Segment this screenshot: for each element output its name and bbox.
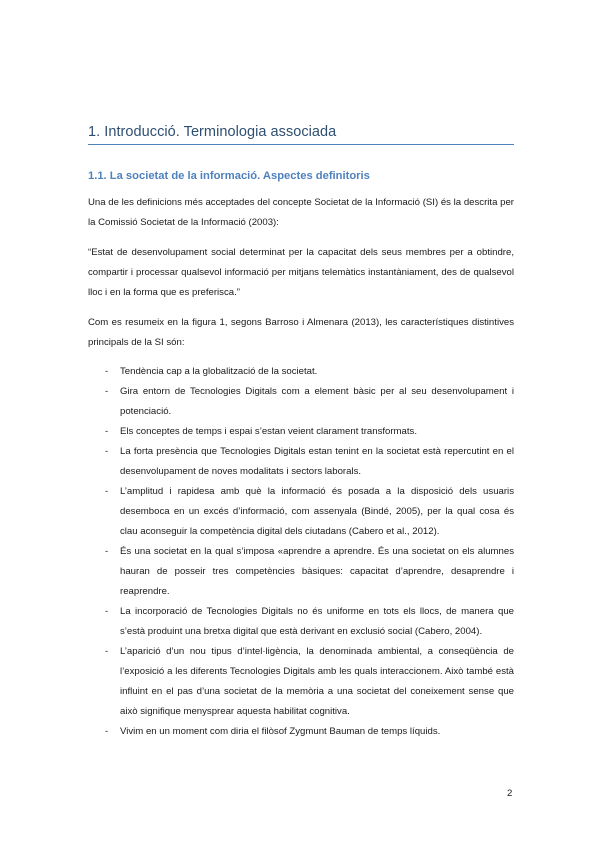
list-item-text: L’aparició d’un nou tipus d’intel·ligència, la denominada ambiental, a conseqüència de l’exposició a les diferents Tecnologies Digitals amb les quals interaccionem. Això també està influint en el pas d’una societat de la memòria a una societat del coneixement sense que això signifique menysprear aquesta habilitat cognitiva. (120, 646, 514, 717)
list-item (88, 542, 514, 602)
list-item (88, 722, 514, 742)
list-item-text: La incorporació de Tecnologies Digitals no és uniforme en tots els llocs, de manera que s’està produint una bretxa digital que està derivant en exclusió social (Cabero, 2004). (120, 606, 514, 637)
list-item-text: La forta presència que Tecnologies Digitals estan tenint en la societat està repercutint en el desenvolupament de noves modalitats i sectors laborals. (120, 446, 514, 477)
quote-paragraph: “Estat de desenvolupament social determinat per la capacitat dels seus membres per a obtindre, compartir i processar qualsevol informació per mitjans telemàtics instantàniament, des de qualsevol lloc i en la forma que es preferisca.” (88, 247, 514, 298)
bullet-marker: - (105, 726, 109, 737)
bullet-marker: - (105, 546, 109, 557)
bullet-marker: - (105, 486, 109, 497)
list-item (88, 422, 514, 442)
heading-rule (88, 144, 514, 145)
section-heading: 1. Introducció. Terminologia associada (88, 124, 337, 140)
list-item-text: Vivim en un moment com diria el filòsof Zygmunt Bauman de temps líquids. (120, 726, 441, 737)
list-item-text: És una societat en la qual s’imposa «aprendre a aprendre. És una societat on els alumnes hauran de posseir tres competències bàsiques: capacitat d’aprendre, desaprendre i reaprendre. (120, 546, 514, 597)
list-item (88, 362, 514, 382)
page-number: 2 (507, 788, 513, 799)
bullet-marker: - (105, 646, 109, 657)
summary-paragraph: Com es resumeix en la figura 1, segons Barroso i Almenara (2013), les característiques distintives principals de la SI són: (88, 317, 514, 348)
list-item (88, 602, 514, 642)
characteristics-list (88, 362, 514, 742)
intro-paragraph: Una de les definicions més acceptades del concepte Societat de la Informació (SI) és la descrita per la Comissió Societat de la Informació (2003): (88, 197, 514, 228)
bullet-marker: - (105, 426, 109, 437)
bullet-marker: - (105, 386, 109, 397)
list-item-text: Tendència cap a la globalització de la societat. (120, 366, 318, 377)
list-item-text: L’amplitud i rapidesa amb què la informació és posada a la disposició dels usuaris desemboca en un excés d’informació, com assenyala (Bindé, 2005), per la qual cosa és clau aconseguir la competència digital dels ciutadans (Cabero et al., 2012). (120, 486, 514, 537)
list-item (88, 482, 514, 542)
bullet-marker: - (105, 446, 109, 457)
bullet-marker: - (105, 366, 109, 377)
bullet-marker: - (105, 606, 109, 617)
list-item (88, 442, 514, 482)
list-item (88, 382, 514, 422)
list-item-text: Els conceptes de temps i espai s’estan veient clarament transformats. (120, 426, 418, 437)
subsection-heading: 1.1. La societat de la informació. Aspectes definitoris (88, 170, 370, 182)
list-item (88, 642, 514, 722)
list-item-text: Gira entorn de Tecnologies Digitals com a element bàsic per al seu desenvolupament i potenciació. (120, 386, 514, 417)
